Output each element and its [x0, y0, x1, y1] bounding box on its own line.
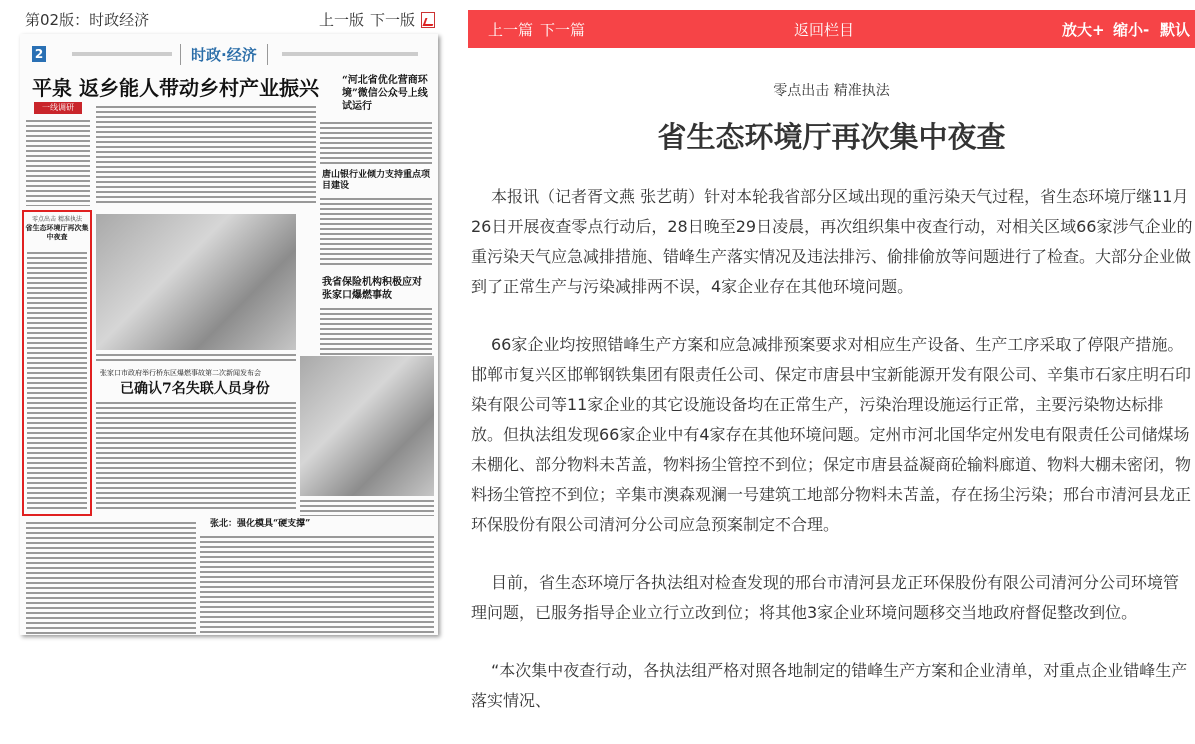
- section-badge: 一线调研: [34, 102, 82, 114]
- article-paragraph: “本次集中夜查行动，各执法组严格对照各地制定的错峰生产方案和企业清单，对重点企业错峰生产落实情况、: [471, 661, 1188, 710]
- workers-photo: [96, 214, 296, 350]
- masthead-rule: [282, 52, 418, 56]
- article-text-block[interactable]: [96, 104, 316, 206]
- masthead-rule: [72, 52, 172, 56]
- newspaper-page-image[interactable]: [20, 34, 438, 635]
- article-kicker: 零点出击 精准执法: [773, 83, 890, 99]
- zoom-out-button[interactable]: 缩小-: [1113, 21, 1150, 39]
- page-number: 2: [32, 46, 46, 62]
- article-text-block[interactable]: [26, 118, 90, 206]
- zoom-in-button[interactable]: 放大+: [1062, 21, 1105, 39]
- photo-caption: [300, 498, 434, 516]
- worker-photo: [300, 356, 434, 496]
- photo-caption: [96, 352, 296, 362]
- article-panel: [468, 0, 1195, 710]
- article-text-block[interactable]: [320, 120, 432, 166]
- newspaper-page-panel: [0, 0, 460, 635]
- article-text-block[interactable]: [26, 520, 196, 635]
- pdf-icon[interactable]: [421, 12, 435, 28]
- section-title: 时政·经济: [180, 44, 268, 65]
- masthead: [32, 46, 428, 66]
- article-text-block: [27, 250, 87, 510]
- headline-insurance[interactable]: 我省保险机构积极应对张家口爆燃事故: [322, 277, 422, 301]
- article-body: [471, 182, 1193, 744]
- article-paragraph: 目前，省生态环境厅各执法组对检查发现的邢台市清河县龙正环保股份有限公司清河分公司环境管理问题，已服务指导企业立行立改到位；将其他3家企业环境问题移交当地政府督促整改到位。: [471, 573, 1180, 622]
- main-headline[interactable]: 平泉 返乡能人带动乡村产业振兴: [32, 76, 319, 100]
- headline-zhangbei[interactable]: 张北：强化模具“硬支撑”: [210, 519, 311, 529]
- article-text-block[interactable]: [96, 400, 296, 510]
- article-paragraph: 66家企业均按照错峰生产方案和应急减排预案要求对相应生产设备、生产工序采取了停限产措施。邯郸市复兴区邯郸钢铁集团有限责任公司、保定市唐县中宝新能源开发有限公司、辛集市石家庄明石印染有限公司等11家企业的其它设施设备均在正常生产，污染治理设施运行正常，主要污染物达标排放。但执法组发现66家企业中有4家存在其他环境问题。定州市河北国华定州发电有限责任公司储煤场未棚化、部分物料未苫盖，物料扬尘管控不到位；保定市唐县益凝商砼输料廊道、物料大棚未密闭，物料扬尘管控不到位；辛集市澳森观澜一号建筑工地部分物料未苫盖，存在扬尘污染；邢台市清河县龙正环保股份有限公司清河分公司应急预案制定不合理。: [471, 335, 1192, 534]
- next-article-link[interactable]: 下一篇: [540, 21, 586, 39]
- side-headline[interactable]: “河北省优化营商环境”微信公众号上线试运行: [342, 75, 428, 112]
- headline-zjk[interactable]: 已确认7名失联人员身份: [120, 381, 270, 397]
- default-size-button[interactable]: 默认: [1160, 21, 1191, 39]
- headline-zjk-kicker[interactable]: 张家口市政府举行桥东区爆燃事故第二次新闻发布会: [100, 369, 261, 377]
- highlight-headline: 省生态环境厅再次集中夜查: [25, 224, 89, 241]
- article-toolbar: [468, 10, 1195, 48]
- back-to-column-link[interactable]: 返回栏目: [794, 21, 855, 39]
- highlighted-article-box[interactable]: [22, 210, 92, 516]
- article-text-block[interactable]: [320, 196, 432, 268]
- article-paragraph: 本报讯（记者胥文燕 张艺萌）针对本轮我省部分区域出现的重污染天气过程，省生态环境厅继11月26日开展夜查零点行动后，28日晚至29日凌晨，再次组织集中夜查行动，对相关区域66家涉气企业的重污染天气应急减排措施、错峰生产落实情况及违法排污、偷排偷放等问题进行了检查。大部分企业做到了正常生产与污染减排两不误，4家企业存在其他环境问题。: [471, 187, 1193, 296]
- prev-edition-link[interactable]: 上一版: [318, 11, 364, 29]
- article-title: 省生态环境厅再次集中夜查: [657, 120, 1006, 154]
- edition-label: 第02版：时政经济: [25, 11, 150, 29]
- article-text-block[interactable]: [200, 534, 434, 635]
- edition-header: [25, 9, 435, 31]
- highlight-kicker: 零点出击 精准执法: [32, 216, 82, 223]
- prev-article-link[interactable]: 上一篇: [488, 21, 534, 39]
- headline-tangshan[interactable]: 唐山银行业倾力支持重点项目建设: [322, 170, 431, 191]
- next-edition-link[interactable]: 下一版: [369, 11, 415, 29]
